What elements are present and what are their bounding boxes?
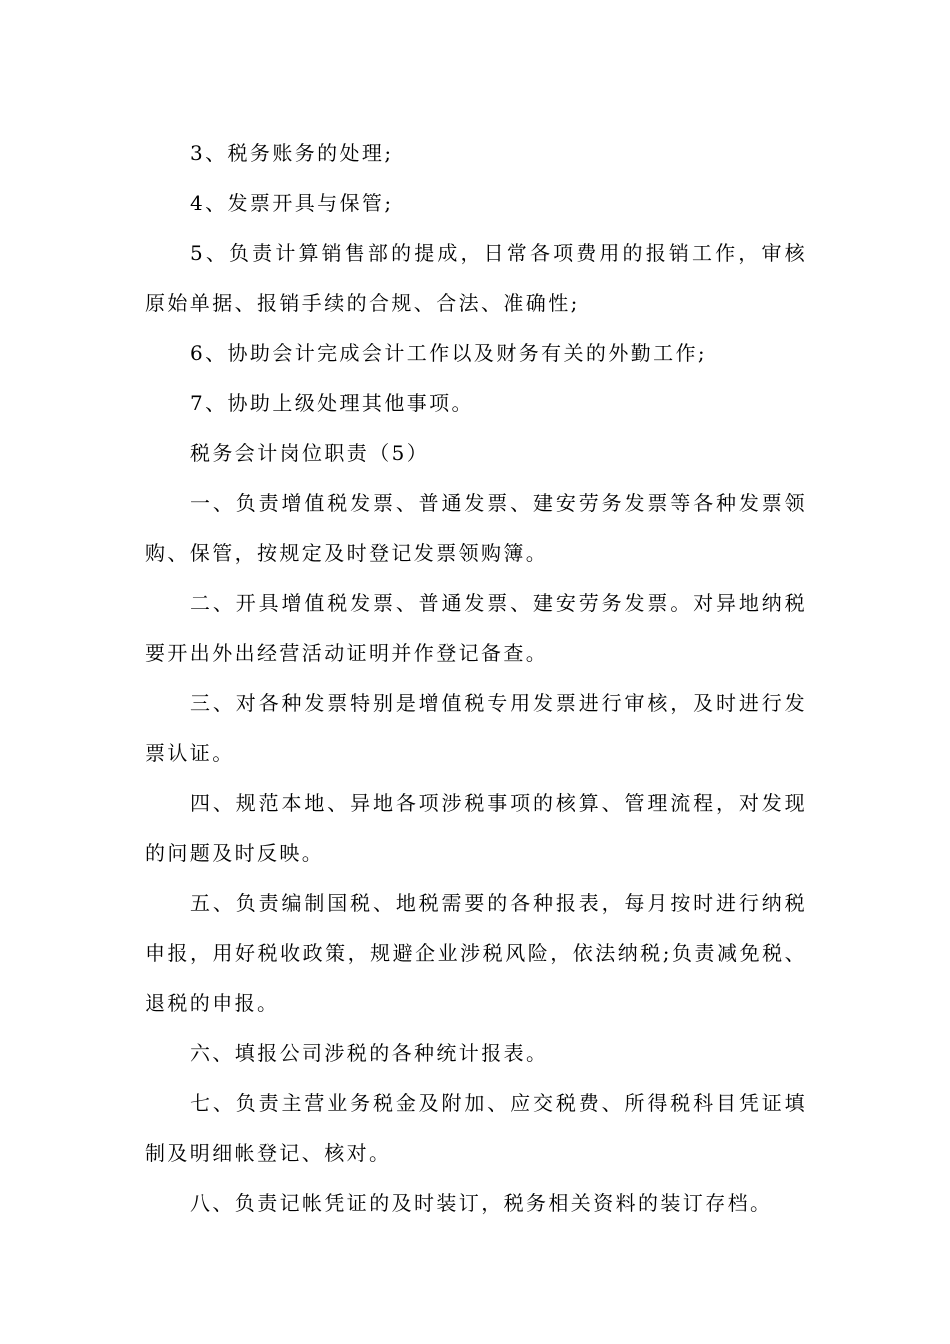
list-item-3: 3、税务账务的处理; [190, 141, 394, 165]
duty-item-3: 三、对各种发票特别是增值税专用发票进行审核，及时进行发票认证。 [145, 691, 807, 765]
list-item-6: 6、协助会计完成会计工作以及财务有关的外勤工作; [190, 341, 708, 365]
duty-item-4: 四、规范本地、异地各项涉税事项的核算、管理流程，对发现的问题及时反映。 [145, 791, 807, 865]
list-item-5: 5、负责计算销售部的提成，日常各项费用的报销工作，审核原始单据、报销手续的合规、合法、准确性; [145, 241, 807, 315]
duty-item-2: 二、开具增值税发票、普通发票、建安劳务发票。对异地纳税要开出外出经营活动证明并作登记备查。 [145, 591, 807, 665]
duty-item-1: 一、负责增值税发票、普通发票、建安劳务发票等各种发票领购、保管，按规定及时登记发票领购簿。 [145, 491, 807, 565]
duty-item-6: 六、填报公司涉税的各种统计报表。 [190, 1041, 549, 1065]
duty-item-5: 五、负责编制国税、地税需要的各种报表，每月按时进行纳税申报，用好税收政策，规避企业涉税风险，依法纳税;负责减免税、退税的申报。 [145, 891, 807, 1015]
document-body [145, 128, 807, 1228]
list-item-7: 7、协助上级处理其他事项。 [190, 391, 474, 415]
list-item-4: 4、发票开具与保管; [190, 191, 394, 215]
duty-item-8: 八、负责记帐凭证的及时装订，税务相关资料的装订存档。 [190, 1191, 773, 1215]
duty-item-7: 七、负责主营业务税金及附加、应交税费、所得税科目凭证填制及明细帐登记、核对。 [145, 1091, 807, 1165]
section-heading: 税务会计岗位职责（5） [190, 441, 430, 465]
